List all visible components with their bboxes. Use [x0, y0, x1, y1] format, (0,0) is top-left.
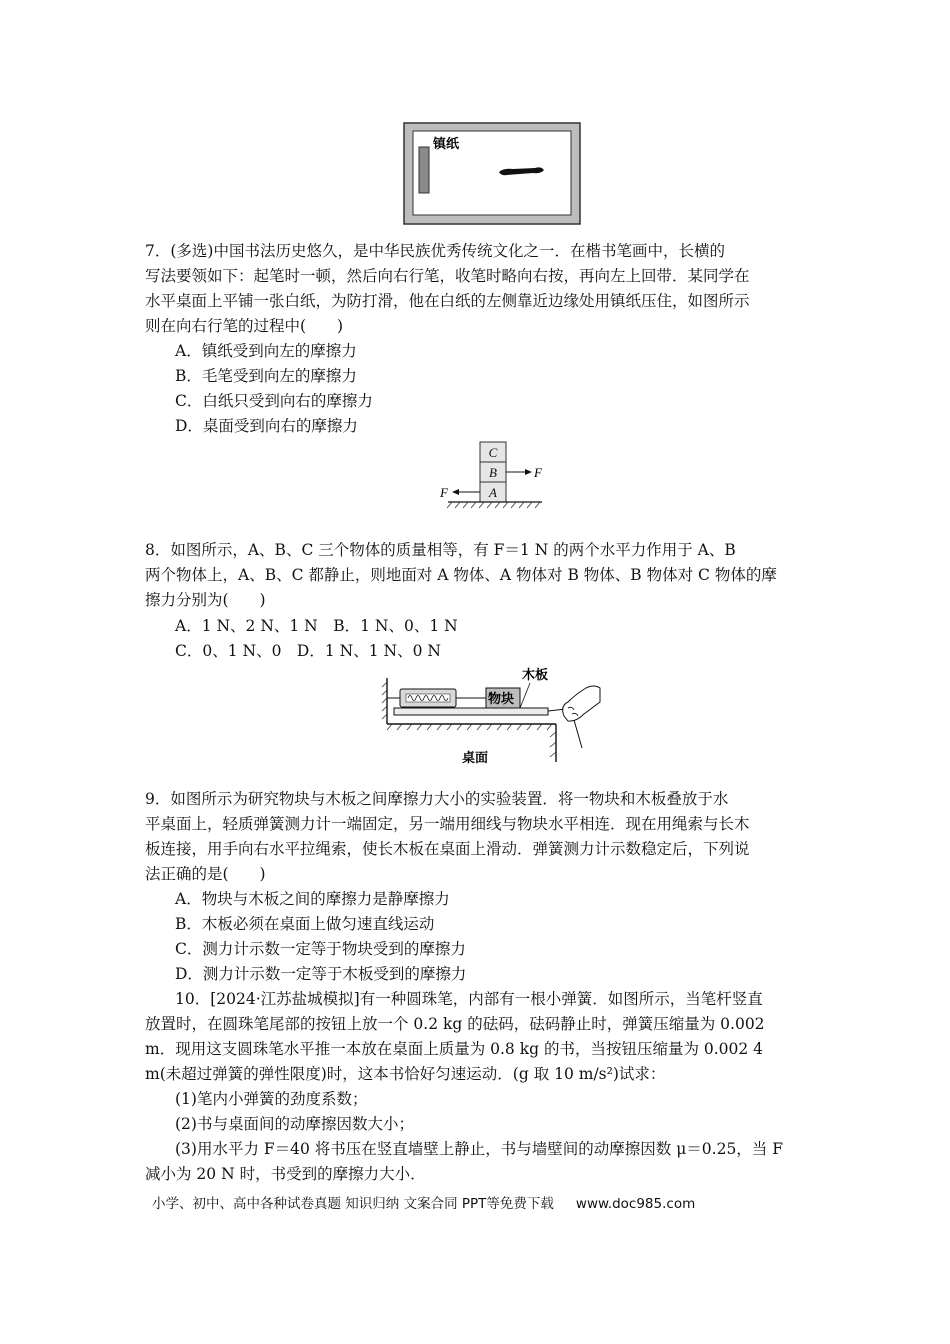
- block-a-label: A: [489, 485, 497, 500]
- paperweight-bar: [419, 147, 429, 193]
- q9-option-d: D．测力计示数一定等于木板受到的摩擦力: [175, 965, 467, 983]
- q10-line-1: 10．[2024·江苏盐城模拟]有一种圆珠笔，内部有一根小弹簧．如图所示，当笔杆竖直: [175, 990, 763, 1008]
- footer: [152, 1192, 695, 1212]
- footer-text: 小学、初中、高中各种试卷真题 知识归纳 文案合同 PPT等免费下载: [152, 1196, 554, 1212]
- figure-stacked-blocks: [436, 440, 556, 512]
- q7-line-4: 则在向右行笔的过程中( ): [145, 317, 344, 335]
- q9-line-1: 9．如图所示为研究物块与木板之间摩擦力大小的实验装置．将一物块和木板叠放于水: [145, 790, 729, 808]
- q10-sub-2: (2)书与桌面间的动摩擦因数大小；: [175, 1115, 414, 1133]
- q7-line-2: 写法要领如下：起笔时一顿，然后向右行笔，收笔时略向右按，再向左上回带．某同学在: [145, 267, 750, 285]
- board: [394, 708, 548, 715]
- q10-line-3: m．现用这支圆珠笔水平推一本放在桌面上质量为 0.8 kg 的书，当按钮压缩量为 0.002 4: [145, 1040, 764, 1058]
- board-label: 木板: [522, 668, 549, 683]
- q9-option-b: B．木板必须在桌面上做匀速直线运动: [175, 915, 435, 933]
- figure-paperweight: [403, 122, 581, 225]
- q7-option-a: A．镇纸受到向左的摩擦力: [175, 342, 357, 360]
- q10-line-2: 放置时，在圆珠笔尾部的按钮上放一个 0.2 kg 的砝码，砝码静止时，弹簧压缩量为 0.002: [145, 1015, 765, 1033]
- q7-line-1: 7．(多选)中国书法历史悠久，是中华民族优秀传统文化之一．在楷书笔画中，长横的: [145, 242, 725, 260]
- q10-sub-1: (1)笔内小弹簧的劲度系数；: [175, 1090, 368, 1108]
- q8-options-cd: C．0、1 N、0 D．1 N、1 N、0 N: [175, 642, 441, 660]
- q7-option-b: B．毛笔受到向左的摩擦力: [175, 367, 357, 385]
- q9-option-c: C．测力计示数一定等于物块受到的摩擦力: [175, 940, 466, 958]
- footer-url[interactable]: www.doc985.com: [575, 1196, 696, 1212]
- q9-line-3: 板连接，用手向右水平拉绳索，使长木板在桌面上滑动．弹簧测力计示数稳定后，下列说: [145, 840, 750, 858]
- q8-line-3: 擦力分别为( ): [145, 591, 266, 609]
- paperweight-label: 镇纸: [433, 137, 460, 152]
- hand: [563, 686, 600, 721]
- block-label: 物块: [488, 692, 515, 707]
- q7-option-d: D．桌面受到向右的摩擦力: [175, 417, 358, 435]
- q9-option-a: A．物块与木板之间的摩擦力是静摩擦力: [175, 890, 450, 908]
- q9-line-2: 平桌面上，轻质弹簧测力计一端固定，另一端用细线与物块水平相连．现在用绳索与长木: [145, 815, 750, 833]
- q10-line-4: m(未超过弹簧的弹性限度)时，这本书恰好匀速运动．(g 取 10 m/s²)试求：: [145, 1065, 666, 1083]
- q7-line-3: 水平桌面上平铺一张白纸，为防打滑，他在白纸的左侧靠近边缘处用镇纸压住，如图所示: [145, 292, 750, 310]
- q8-line-2: 两个物体上，A、B、C 都静止，则地面对 A 物体、A 物体对 B 物体、B 物体对 C 物体的摩: [145, 566, 777, 584]
- figure-friction-apparatus: [380, 664, 605, 766]
- block-b-label: B: [489, 465, 497, 480]
- q7-option-c: C．白纸只受到向右的摩擦力: [175, 392, 373, 410]
- force-right-label: F: [534, 465, 542, 480]
- q8-line-1: 8．如图所示，A、B、C 三个物体的质量相等，有 F＝1 N 的两个水平力作用于 A、B: [145, 541, 736, 559]
- q10-sub-3-cont: 减小为 20 N 时，书受到的摩擦力大小．: [145, 1165, 426, 1183]
- block-c-label: C: [488, 445, 498, 460]
- q9-line-4: 法正确的是( ): [145, 865, 266, 883]
- force-left-label: F: [440, 485, 448, 500]
- desk-label: 桌面: [462, 751, 489, 766]
- q8-options-ab: A．1 N、2 N、1 N B．1 N、0、1 N: [175, 617, 458, 635]
- q10-sub-3: (3)用水平力 F＝40 将书压在竖直墙壁上静止，书与墙壁间的动摩擦因数 μ＝0.25，当 F: [175, 1140, 783, 1158]
